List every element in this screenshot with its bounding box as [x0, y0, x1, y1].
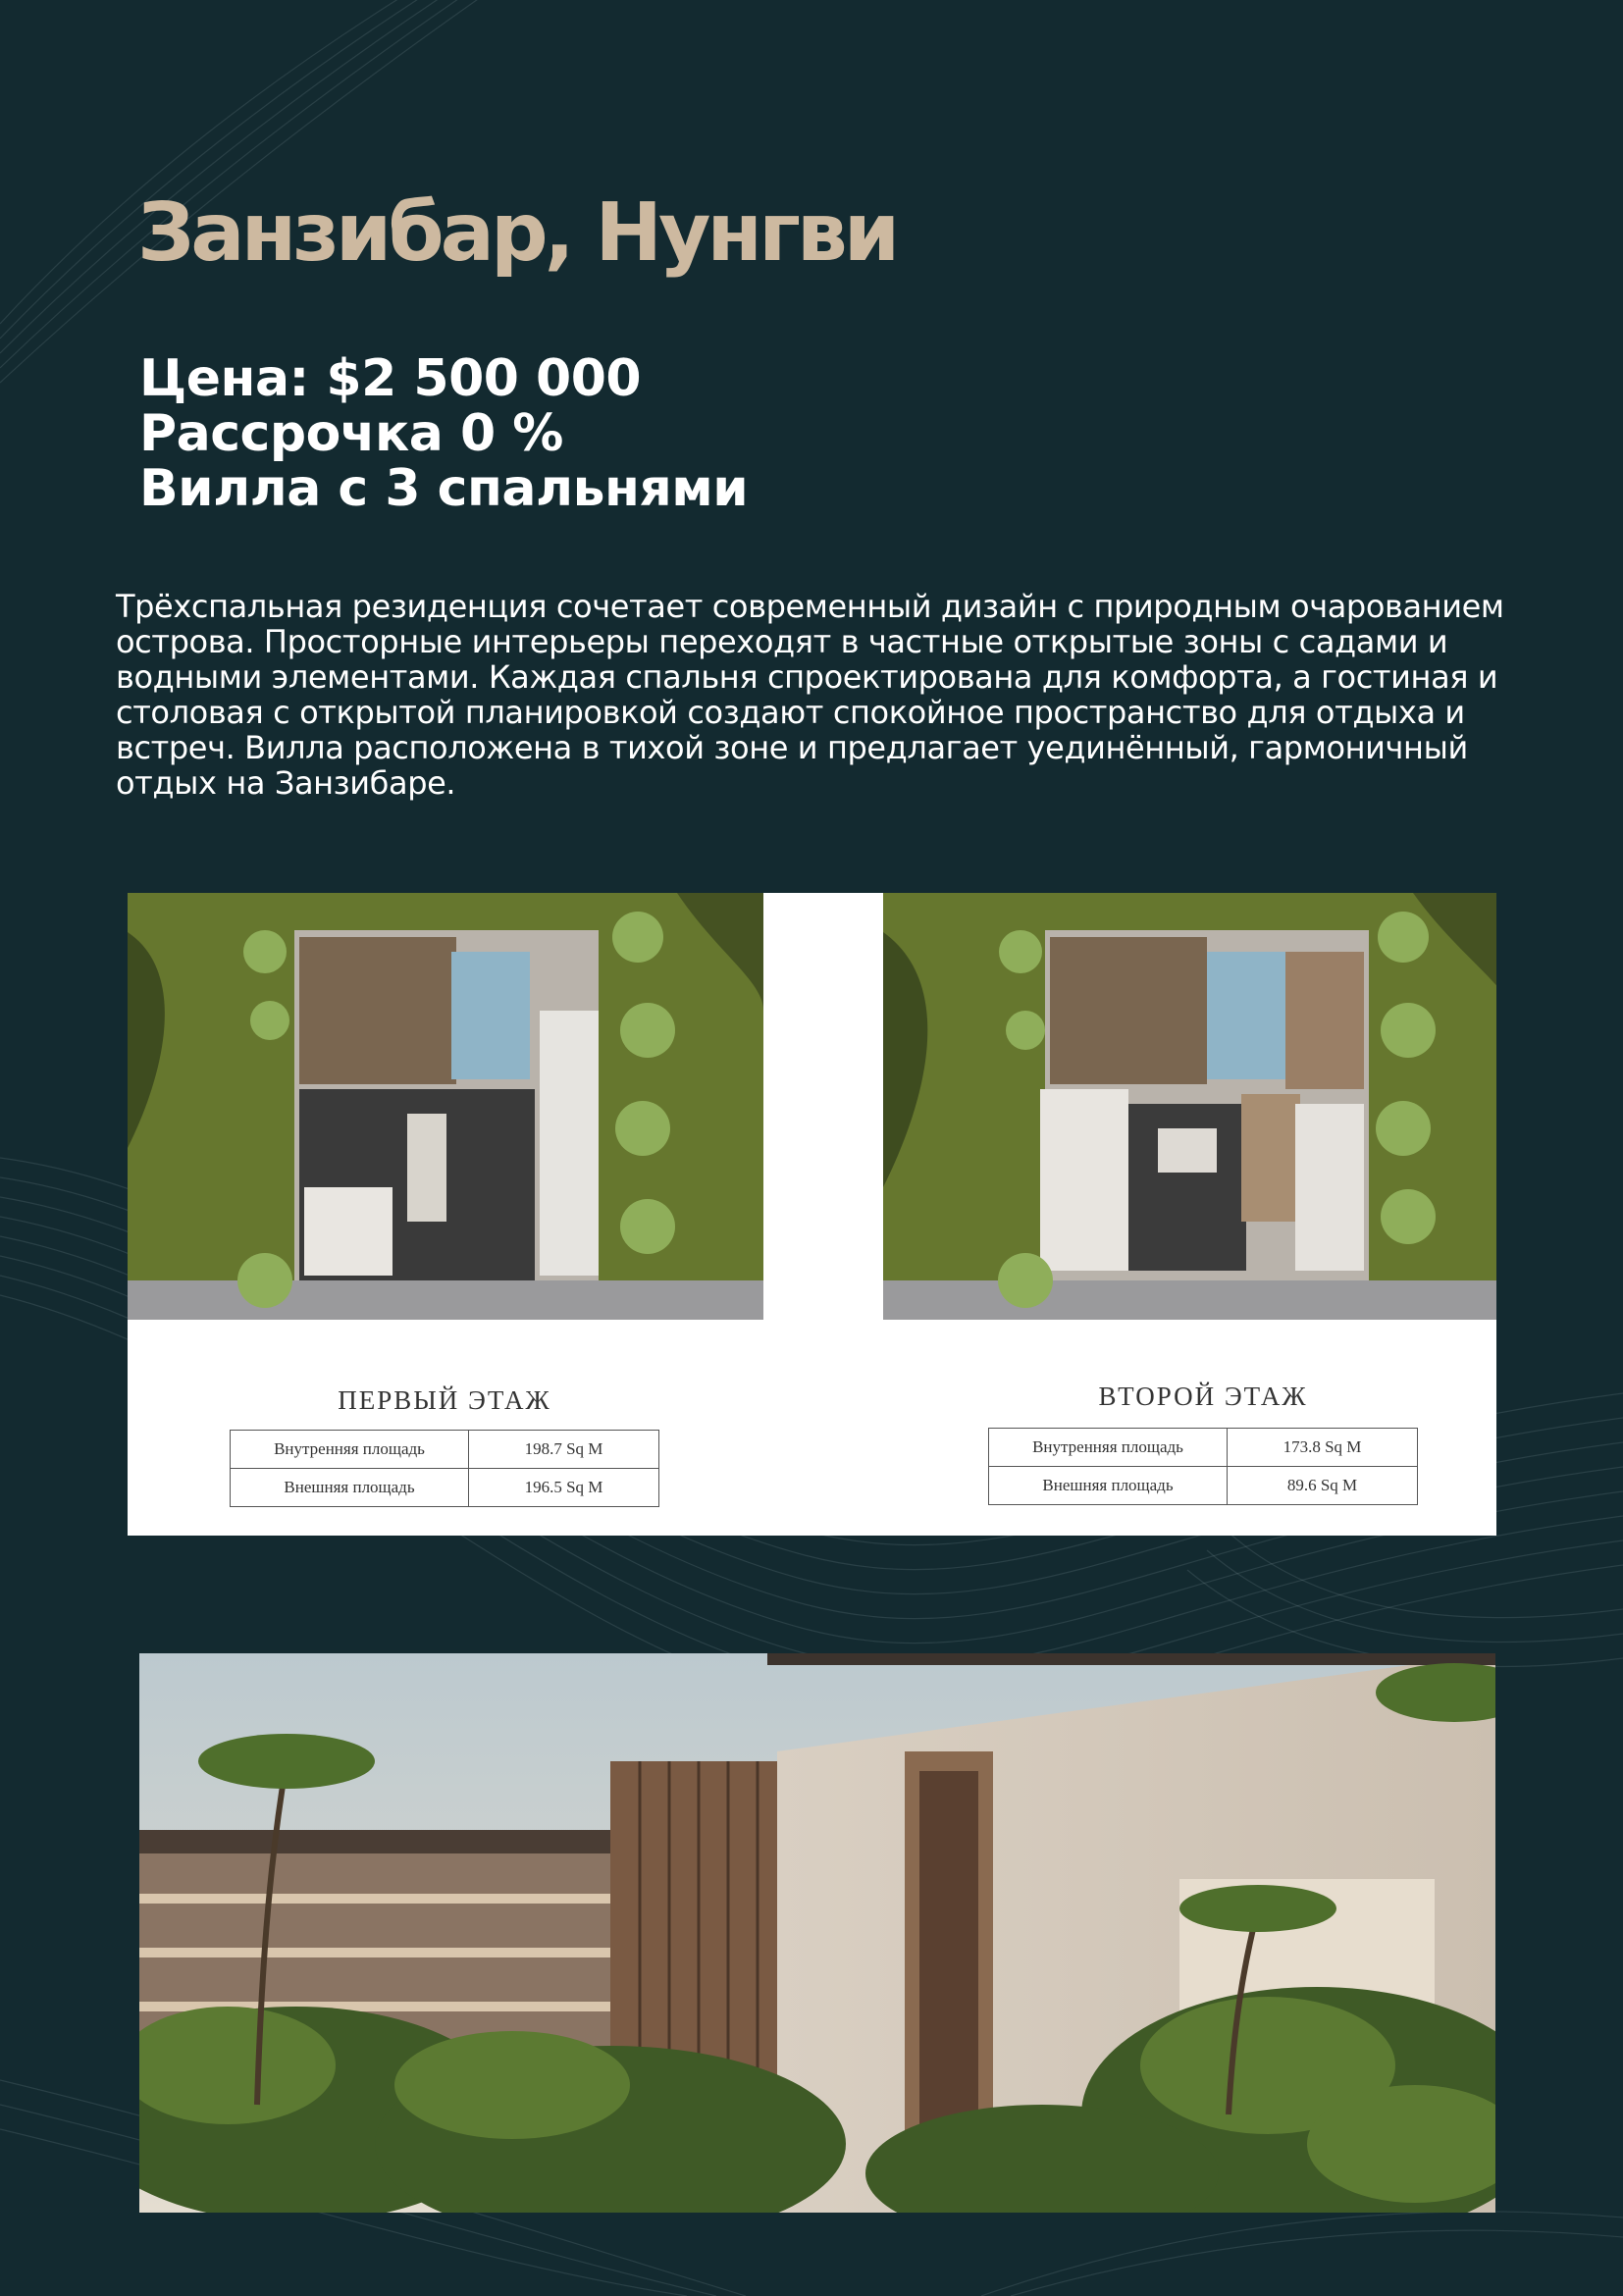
table-row	[231, 1469, 659, 1507]
first-floor-plan-image	[128, 893, 763, 1320]
area-label: Внешняя площадь	[231, 1469, 469, 1507]
area-label: Внутренняя площадь	[989, 1429, 1228, 1467]
villa-exterior-photo	[139, 1653, 1495, 2213]
price-text: Цена: $2 500 000	[139, 349, 642, 408]
page-title: Занзибар, Нунгви	[137, 186, 897, 280]
second-floor-plan-image	[883, 893, 1496, 1320]
area-value: 173.8 Sq M	[1228, 1429, 1418, 1467]
first-floor-title: ПЕРВЫЙ ЭТАЖ	[338, 1385, 551, 1415]
first-floor-area-table	[230, 1430, 659, 1507]
villa-type-text: Вилла с 3 спальнями	[139, 459, 749, 518]
key-facts	[139, 351, 748, 516]
table-row	[989, 1467, 1418, 1505]
area-label: Внешняя площадь	[989, 1467, 1228, 1505]
area-value: 196.5 Sq M	[469, 1469, 659, 1507]
table-row	[989, 1429, 1418, 1467]
area-label: Внутренняя площадь	[231, 1431, 469, 1469]
second-floor-area-table	[988, 1428, 1418, 1505]
floor-plans-card	[128, 893, 1496, 1536]
table-row	[231, 1431, 659, 1469]
area-value: 198.7 Sq M	[469, 1431, 659, 1469]
second-floor-title: ВТОРОЙ ЭТАЖ	[1098, 1382, 1308, 1411]
installment-text: Рассрочка 0 %	[139, 404, 563, 463]
area-value: 89.6 Sq M	[1228, 1467, 1418, 1505]
description-paragraph: Трёхспальная резиденция сочетает современный дизайн с природным очарованием острова. Просторные интерьеры переходят в частные открытые зоны с садами и водными элементами. Каждая спальня спроектирована для комфорта, а гостиная и столовая с открытой планировкой создают спокойное пространство для отдыха и встреч. Вилла расположена в тихой зоне и предлагает уединённый, гармоничный отдых на Занзибаре.	[116, 588, 1504, 802]
